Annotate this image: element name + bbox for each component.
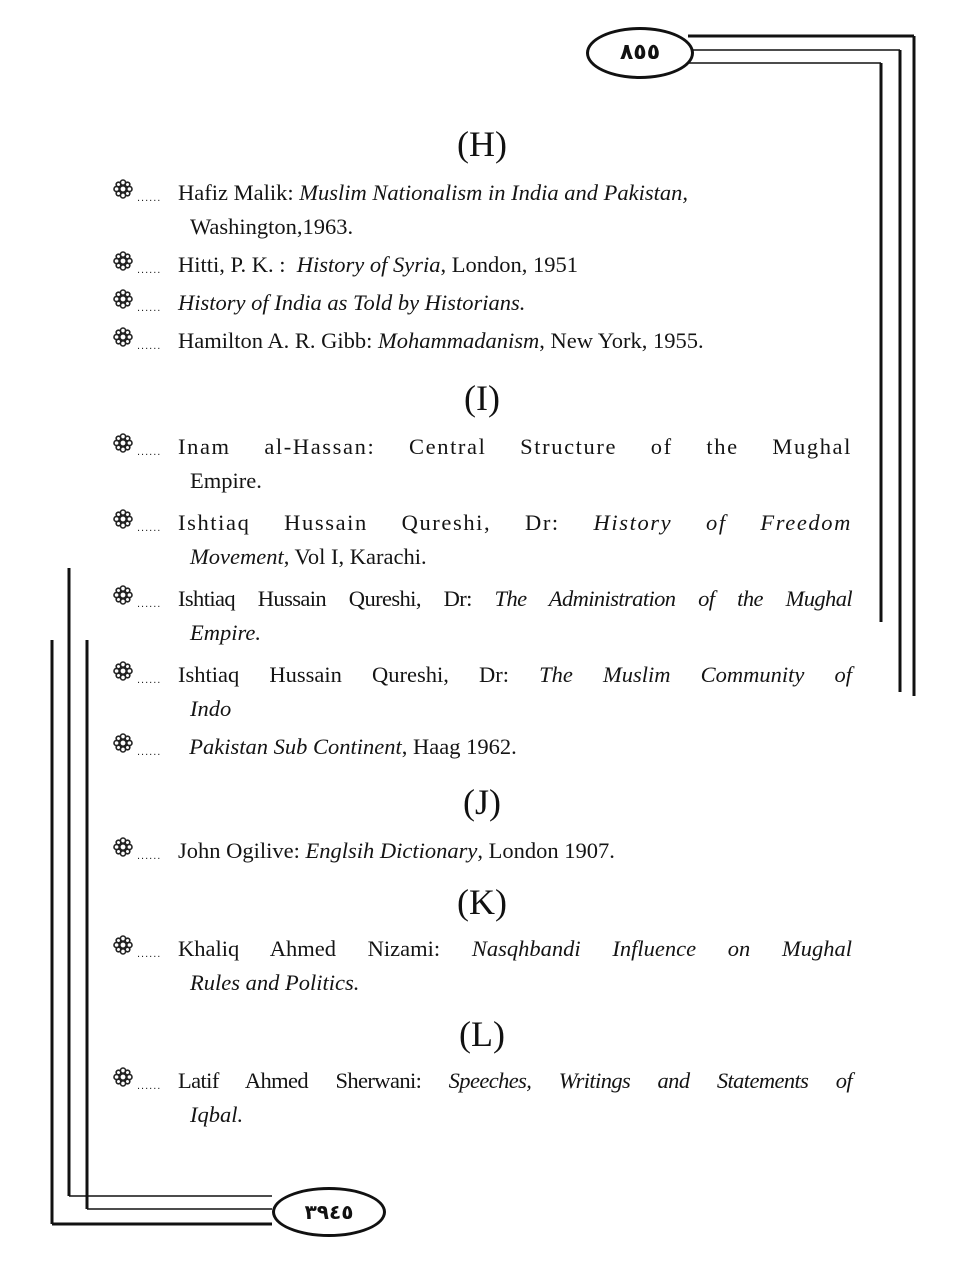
entry-author: Ishtiaq Hussain Qureshi, Dr:: [178, 662, 509, 687]
entry-qureshi-administration: [112, 582, 852, 650]
entry-title-continued: Iqbal.: [190, 1102, 244, 1127]
leader-dots: ......: [137, 674, 162, 686]
entry-title: History of India as Told by Historians.: [178, 290, 526, 315]
entry-hafiz-malik: [112, 176, 852, 244]
leader-dots: ......: [137, 522, 162, 534]
entry-title: Englsih Dictionary: [305, 838, 478, 863]
entry-author: Hamilton A. R. Gibb:: [178, 328, 373, 353]
section-heading-l: (L): [459, 1014, 505, 1054]
flower-icon: [112, 1064, 134, 1098]
leader-dots: ......: [137, 948, 162, 960]
page-number-top: ٨٥٥: [586, 27, 694, 79]
flower-icon: [112, 248, 134, 282]
entry-qureshi-freedom: [112, 506, 852, 574]
entry-title-continued: Empire.: [190, 620, 262, 645]
entry-title: Mohammadanism: [378, 328, 540, 353]
entry-author: Hitti, P. K. :: [178, 252, 286, 277]
entry-qureshi-community: [112, 658, 852, 726]
flower-icon: [112, 430, 134, 464]
leader-dots: ......: [137, 746, 162, 758]
entry-author: John Ogilive:: [178, 838, 300, 863]
flower-icon: [112, 932, 134, 966]
flower-icon: [112, 176, 134, 210]
entry-publication: , Vol I, Karachi.: [283, 544, 427, 569]
entry-title: The Administration of the Mughal: [494, 586, 852, 611]
entry-pakistan-sub-continent: [112, 730, 852, 764]
leader-dots: ......: [137, 850, 162, 862]
flower-icon: [112, 506, 134, 540]
entry-nizami: [112, 932, 852, 1000]
entry-publication: Washington,1963.: [190, 214, 354, 239]
entry-publication: Empire.: [190, 468, 262, 493]
section-heading-k: (K): [457, 882, 507, 922]
entry-publication: , Haag 1962.: [401, 734, 517, 759]
entry-publication: , New York, 1955.: [539, 328, 704, 353]
entry-author: Khaliq Ahmed Nizami:: [178, 936, 441, 961]
entry-title-continued: Indo: [190, 696, 232, 721]
leader-dots: ......: [137, 1080, 162, 1092]
leader-dots: ......: [137, 446, 162, 458]
leader-dots: ......: [137, 340, 162, 352]
flower-icon: [112, 582, 134, 616]
leader-dots: ......: [137, 192, 162, 204]
leader-dots: ......: [137, 302, 162, 314]
page-number-bottom: ٣٩٤٥: [272, 1187, 386, 1237]
entry-sherwani: [112, 1064, 852, 1132]
entry-title: The Muslim Community of: [539, 662, 853, 687]
entry-author: Latif Ahmed Sherwani:: [178, 1068, 422, 1093]
leader-dots: ......: [137, 264, 162, 276]
entry-title: Pakistan Sub Continent: [189, 734, 402, 759]
entry-gibb: [112, 324, 852, 358]
entry-title-continued: Rules and Politics.: [190, 970, 360, 995]
flower-icon: [112, 286, 134, 320]
leader-dots: ......: [137, 598, 162, 610]
bibliography: [112, 118, 852, 1136]
flower-icon: [112, 834, 134, 868]
section-heading-j: (J): [463, 782, 501, 822]
entry-hitti: [112, 248, 852, 282]
flower-icon: [112, 324, 134, 358]
entry-title-continued: Movement: [190, 544, 284, 569]
entry-author: Hafiz Malik:: [178, 180, 294, 205]
entry-title: Muslim Nationalism in India and Pakistan,: [299, 180, 688, 205]
entry-title: Nasqhbandi Influence on Mughal: [471, 936, 852, 961]
entry-publication: , London, 1951: [440, 252, 579, 277]
entry-title: History of Freedom: [593, 510, 852, 535]
entry-publication: , London 1907.: [477, 838, 615, 863]
entry-author: Ishtiaq Hussain Qureshi, Dr:: [178, 510, 560, 535]
flower-icon: [112, 730, 134, 764]
flower-icon: [112, 658, 134, 692]
section-heading-h: (H): [457, 124, 507, 164]
entry-title: History of Syria: [296, 252, 441, 277]
entry-author: Inam al-Hassan: Central Structure of the Mughal: [178, 434, 852, 459]
entry-title: Speeches, Writings and Statements of: [448, 1068, 852, 1093]
entry-inam-al-hassan: [112, 430, 852, 498]
entry-history-of-india: [112, 286, 852, 320]
entry-ogilive: [112, 834, 852, 868]
entry-author: Ishtiaq Hussain Qureshi, Dr:: [178, 586, 472, 611]
section-heading-i: (I): [464, 378, 500, 418]
